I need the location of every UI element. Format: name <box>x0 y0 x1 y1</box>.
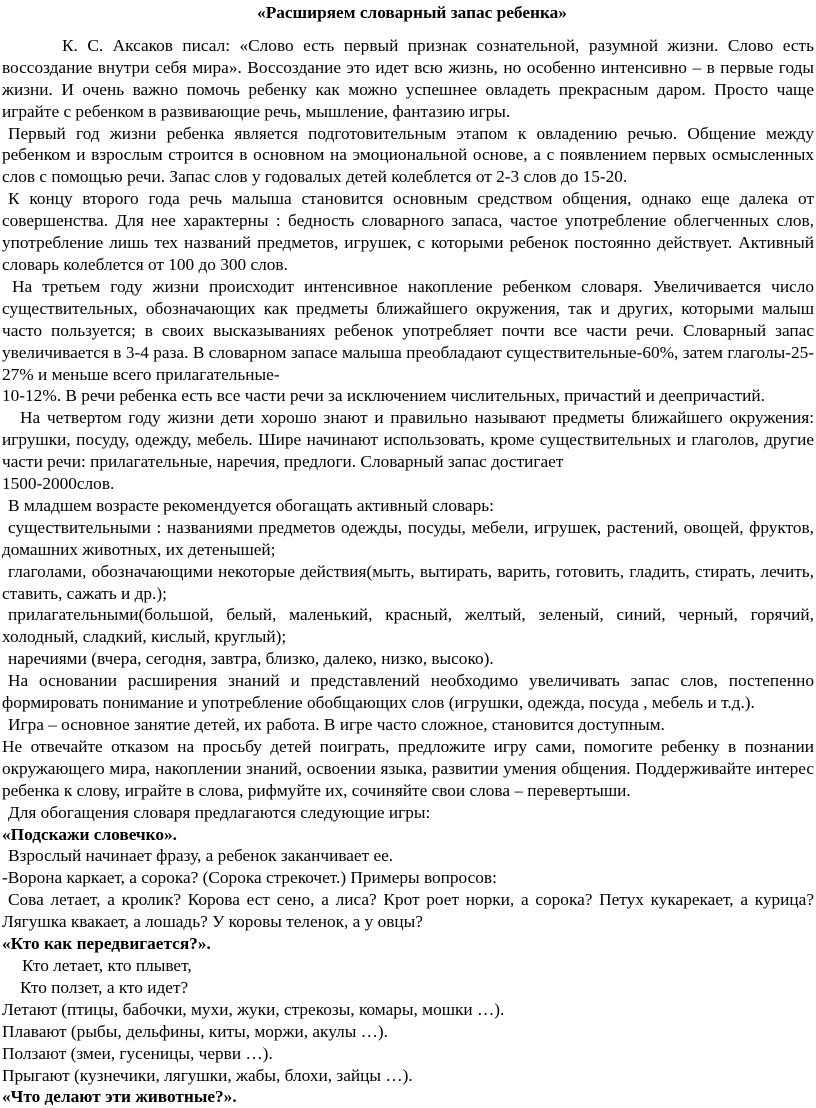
paragraph-advice: Не отвечайте отказом на просьбу детей поиграть, предложите игру сами, помогите ребенку в познании окружающего мира, накоплении знаний, освоении языка, развитии умения общения. Поддерживайте интерес ребенка к слову, играйте в слова, рифмуйте их, сочиняйте свои слова – перевертыши. <box>2 736 814 800</box>
paragraph-play: Игра – основное занятие детей, их работа. В игре часто сложное, становится доступным. <box>8 715 665 734</box>
game-title-what-animals-do: «Что делают эти животные?». <box>2 1087 237 1107</box>
game-how-they-move-swim: Плавают (рыбы, дельфины, киты, моржи, акулы …). <box>2 1021 389 1041</box>
paragraph-games-intro: Для обогащения словаря предлагаются следующие игры: <box>8 802 431 822</box>
game-title-finish-word: «Подскажи словечко». <box>2 824 178 844</box>
game-finish-word-example: -Ворона каркает, а сорока? (Сорока стрекочет.) Примеры вопросов: <box>2 868 497 888</box>
paragraph-first-year: Первый год жизни ребенка является подготовительным этапом к овладению речью. Общение между ребенком и взрослым строится в основном на эмоциональной основе, а с появлением первых осмысленных слов с помощью речи. Запас слов у годовалых детей колеблется от 2-3 слов до 15-20. <box>2 123 814 187</box>
list-item-verbs: глаголами, обозначающими некоторые действия(мыть, вытирать, варить, готовить, гладить, стирать, лечить, ставить, сажать и др.); <box>2 561 814 603</box>
list-item-adjectives: прилагательными(большой, белый, маленький, красный, желтый, зеленый, синий, черный, горячий, холодный, сладкий, кислый, круглый); <box>2 605 814 647</box>
paragraph-third-year: На третьем году жизни происходит интенсивное накопление ребенком словаря. Увеличивается число существительных, обозначающих как предметы ближайшего окружения, так и других, которыми малыш часто пользуется; в своих высказываниях ребенок употребляет почти все части речи. Словарный запас увеличивается в 3-4 раза. В словарном запасе малыша преобладают существительные-60%, затем глаголы-25-27% и меньше всего прилагательные- <box>2 276 814 384</box>
game-how-they-move-jump: Прыгают (кузнечики, лягушки, жабы, блохи, зайцы …). <box>2 1065 413 1085</box>
paragraph-recommendation: В младшем возрасте рекомендуется обогащать активный словарь: <box>8 495 494 515</box>
paragraph-third-year-continued: 10-12%. В речи ребенка есть все части речи за исключением числительных, причастий и деепричастий. <box>2 386 765 406</box>
game-how-they-move-fly: Летают (птицы, бабочки, мухи, жуки, стрекозы, комары, мошки …). <box>2 999 505 1019</box>
paragraph-generalizing-words: На основании расширения знаний и представлений необходимо увеличивать запас слов, постепенно формировать понимание и употребление обобщающих слов (игрушки, одежда, посуда , мебель и т.д.). <box>2 671 814 713</box>
list-item-nouns: существительными : названиями предметов одежды, посуды, мебели, игрушек, растений, овощей, фруктов, домашних животных, их детенышей; <box>2 517 814 559</box>
paragraph-aksakov-quote: К. С. Аксаков писал: «Слово есть первый признак сознательной, разумной жизни. Слово есть воссоздание внутри себя мира». Воссоздание это идет всю жизнь, но особенно интенсивно – в первые годы жизни. И очень важно помочь ребенку как можно успешнее овладеть прекрасным даром. Просто чаще играйте с ребенком в развивающие речь, мышление, фантазию игры. <box>2 35 814 121</box>
game-finish-word-questions: Сова летает, а кролик? Корова ест сено, а лиса? Крот роет норки, а сорока? Петух кукарекает, а курица? Лягушка квакает, а лошадь? У коровы теленок, а у овцы? <box>2 890 814 932</box>
list-item-adverbs: наречиями (вчера, сегодня, завтра, близко, далеко, низко, высоко). <box>8 649 494 669</box>
game-how-they-move-verse-2: Кто ползет, а кто идет? <box>20 977 189 997</box>
paragraph-fourth-year-count: 1500-2000слов. <box>2 474 115 494</box>
game-how-they-move-crawl: Ползают (змеи, гусеницы, черви …). <box>2 1043 273 1063</box>
paragraph-fourth-year: На четвертом году жизни дети хорошо знают и правильно называют предметы ближайшего окружения: игрушки, посуду, одежду, мебель. Шире начинают использовать, кроме существительных и глаголов, другие части речи: прилагательные, наречия, предлоги. Словарный запас достигает <box>2 408 814 472</box>
game-title-how-they-move: «Кто как передвигается?». <box>2 934 211 954</box>
game-finish-word-rule: Взрослый начинает фразу, а ребенок заканчивает ее. <box>8 846 394 866</box>
game-how-they-move-verse-1: Кто летает, кто плывет, <box>22 955 192 975</box>
paragraph-second-year: К концу второго года речь малыша становится основным средством общения, однако еще далека от совершенства. Для нее характерны : бедность словарного запаса, частое употребление облегченных слов, употребление лишь тех названий предметов, игрушек, с которыми ребенок постоянно действует. Активный словарь колеблется от 100 до 300 слов. <box>2 189 814 274</box>
document-title: «Расширяем словарный запас ребенка» <box>257 3 567 22</box>
